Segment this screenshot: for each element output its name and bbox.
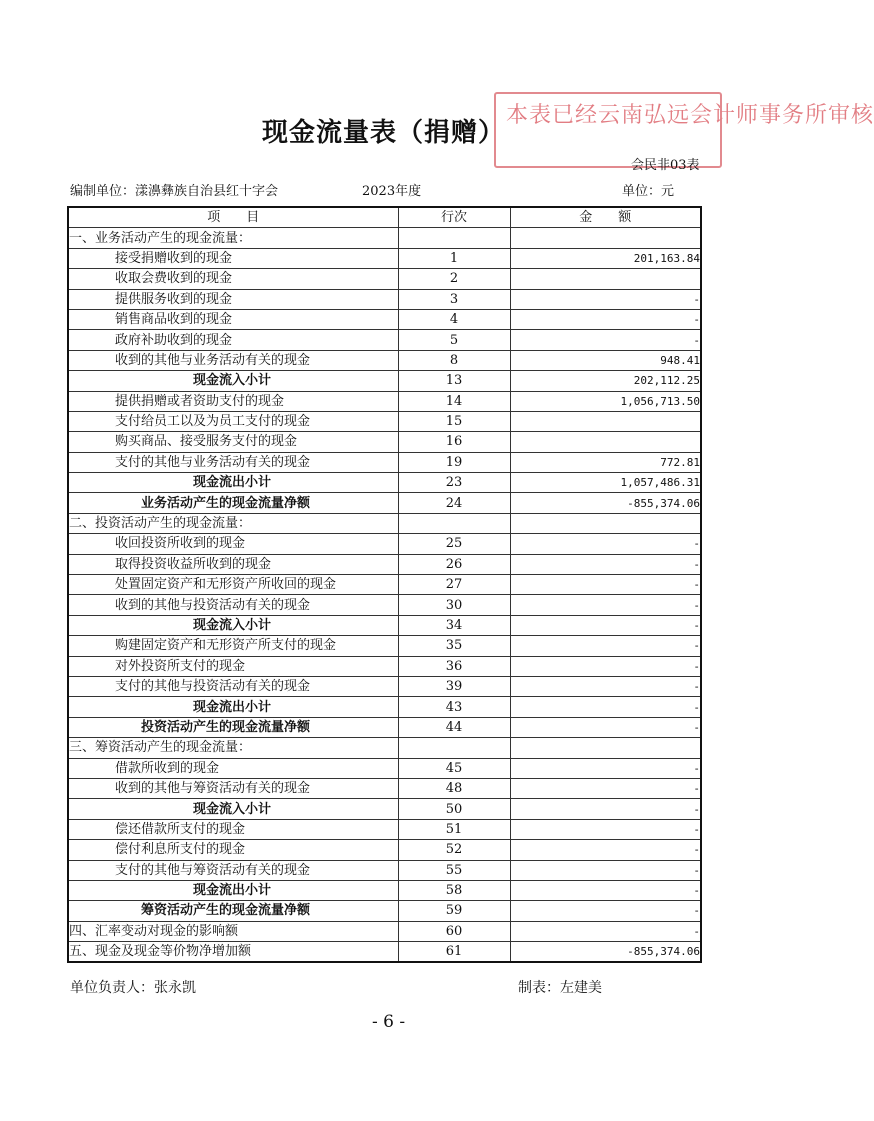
row-amount: - (510, 595, 701, 615)
table-row (68, 554, 701, 574)
fiscal-year: 2023年度 (362, 184, 422, 199)
row-item: 销售商品收到的现金 (68, 309, 398, 329)
row-amount: -855,374.06 (510, 493, 701, 513)
table-row (68, 656, 701, 676)
row-line-number: 45 (398, 758, 510, 778)
table-row (68, 799, 701, 819)
row-amount: - (510, 656, 701, 676)
row-item: 三、筹资活动产生的现金流量： (68, 738, 398, 758)
row-line-number: 15 (398, 411, 510, 431)
table-row (68, 595, 701, 615)
row-item: 现金流入小计 (68, 615, 398, 635)
cash-flow-table (67, 206, 702, 963)
table-row (68, 473, 701, 493)
row-item: 收到的其他与投资活动有关的现金 (68, 595, 398, 615)
row-item: 五、现金及现金等价物净增加额 (68, 942, 398, 963)
row-line-number: 8 (398, 350, 510, 370)
row-line-number: 13 (398, 371, 510, 391)
row-item: 偿还借款所支付的现金 (68, 819, 398, 839)
responsible-person: 单位负责人：张永凯 (70, 980, 196, 996)
row-line-number: 16 (398, 432, 510, 452)
row-item: 筹资活动产生的现金流量净额 (68, 901, 398, 921)
row-line-number: 58 (398, 880, 510, 900)
row-item: 现金流入小计 (68, 799, 398, 819)
row-amount: - (510, 860, 701, 880)
table-row (68, 942, 701, 963)
row-amount (510, 513, 701, 533)
row-item: 收取会费收到的现金 (68, 269, 398, 289)
table-row (68, 330, 701, 350)
row-line-number: 27 (398, 575, 510, 595)
table-row (68, 452, 701, 472)
row-amount: - (510, 778, 701, 798)
table-header-row (68, 207, 701, 228)
row-item: 取得投资收益所收到的现金 (68, 554, 398, 574)
table-row (68, 371, 701, 391)
row-line-number: 44 (398, 717, 510, 737)
table-row (68, 880, 701, 900)
row-amount: - (510, 799, 701, 819)
row-amount: 202,112.25 (510, 371, 701, 391)
row-line-number: 50 (398, 799, 510, 819)
table-row (68, 840, 701, 860)
table-row (68, 228, 701, 248)
row-line-number: 35 (398, 636, 510, 656)
row-amount (510, 432, 701, 452)
row-line-number: 14 (398, 391, 510, 411)
organization-label: 编制单位：漾濞彝族自治县红十字会 (70, 184, 279, 199)
row-line-number: 48 (398, 778, 510, 798)
row-line-number: 55 (398, 860, 510, 880)
page-number: - 6 - (372, 1012, 406, 1032)
form-number: 会民非03表 (631, 158, 700, 173)
row-item: 投资活动产生的现金流量净额 (68, 717, 398, 737)
currency-unit: 单位：元 (622, 184, 675, 199)
row-line-number: 43 (398, 697, 510, 717)
row-line-number (398, 513, 510, 533)
row-line-number: 60 (398, 921, 510, 941)
row-item: 接受捐赠收到的现金 (68, 248, 398, 268)
row-line-number: 24 (398, 493, 510, 513)
row-item: 收到的其他与业务活动有关的现金 (68, 350, 398, 370)
row-amount: - (510, 575, 701, 595)
row-amount: - (510, 697, 701, 717)
row-line-number: 39 (398, 676, 510, 696)
row-item: 一、业务活动产生的现金流量： (68, 228, 398, 248)
row-item: 业务活动产生的现金流量净额 (68, 493, 398, 513)
row-item: 支付的其他与筹资活动有关的现金 (68, 860, 398, 880)
column-header-item: 项 目 (68, 207, 398, 228)
row-amount: 948.41 (510, 350, 701, 370)
row-amount: - (510, 921, 701, 941)
row-item: 现金流出小计 (68, 697, 398, 717)
table-row (68, 819, 701, 839)
page-title: 现金流量表（捐赠） (262, 118, 506, 148)
row-line-number (398, 228, 510, 248)
table-row (68, 269, 701, 289)
table-row (68, 432, 701, 452)
row-line-number (398, 738, 510, 758)
row-item: 支付的其他与业务活动有关的现金 (68, 452, 398, 472)
row-amount: - (510, 615, 701, 635)
row-amount: - (510, 840, 701, 860)
table-row (68, 778, 701, 798)
row-line-number: 52 (398, 840, 510, 860)
row-item: 借款所收到的现金 (68, 758, 398, 778)
table-row (68, 309, 701, 329)
row-item: 政府补助收到的现金 (68, 330, 398, 350)
table-row (68, 575, 701, 595)
row-amount (510, 228, 701, 248)
row-item: 支付的其他与投资活动有关的现金 (68, 676, 398, 696)
row-amount: - (510, 717, 701, 737)
table-row (68, 493, 701, 513)
row-amount: - (510, 309, 701, 329)
row-line-number: 19 (398, 452, 510, 472)
row-amount: - (510, 636, 701, 656)
row-line-number: 26 (398, 554, 510, 574)
row-amount: 201,163.84 (510, 248, 701, 268)
row-amount: - (510, 554, 701, 574)
row-amount: - (510, 289, 701, 309)
table-row (68, 860, 701, 880)
row-amount: 1,057,486.31 (510, 473, 701, 493)
row-amount: -855,374.06 (510, 942, 701, 963)
row-line-number: 36 (398, 656, 510, 676)
row-item: 处置固定资产和无形资产所收回的现金 (68, 575, 398, 595)
audit-stamp: 本表已经云南弘远会计师事务所审核 (494, 92, 722, 168)
table-row (68, 289, 701, 309)
table-row (68, 676, 701, 696)
column-header-line: 行次 (398, 207, 510, 228)
row-item: 提供服务收到的现金 (68, 289, 398, 309)
row-line-number: 3 (398, 289, 510, 309)
row-amount: 772.81 (510, 452, 701, 472)
row-line-number: 1 (398, 248, 510, 268)
table-row (68, 901, 701, 921)
row-amount: - (510, 880, 701, 900)
row-amount: - (510, 676, 701, 696)
table-row (68, 636, 701, 656)
table-row (68, 758, 701, 778)
row-item: 二、投资活动产生的现金流量： (68, 513, 398, 533)
row-item: 提供捐赠或者资助支付的现金 (68, 391, 398, 411)
row-item: 收回投资所收到的现金 (68, 534, 398, 554)
row-item: 收到的其他与筹资活动有关的现金 (68, 778, 398, 798)
row-line-number: 30 (398, 595, 510, 615)
table-row (68, 921, 701, 941)
row-amount (510, 738, 701, 758)
row-line-number: 25 (398, 534, 510, 554)
row-amount: 1,056,713.50 (510, 391, 701, 411)
row-amount (510, 411, 701, 431)
row-item: 四、汇率变动对现金的影响额 (68, 921, 398, 941)
row-line-number: 51 (398, 819, 510, 839)
row-line-number: 61 (398, 942, 510, 963)
column-header-amount: 金 额 (510, 207, 701, 228)
row-item: 偿付利息所支付的现金 (68, 840, 398, 860)
row-item: 现金流出小计 (68, 473, 398, 493)
row-amount: - (510, 534, 701, 554)
row-line-number: 23 (398, 473, 510, 493)
row-amount: - (510, 819, 701, 839)
row-item: 支付给员工以及为员工支付的现金 (68, 411, 398, 431)
row-line-number: 5 (398, 330, 510, 350)
row-line-number: 59 (398, 901, 510, 921)
row-line-number: 34 (398, 615, 510, 635)
table-row (68, 738, 701, 758)
row-line-number: 2 (398, 269, 510, 289)
row-amount: - (510, 758, 701, 778)
table-row (68, 513, 701, 533)
row-amount (510, 269, 701, 289)
row-item: 购买商品、接受服务支付的现金 (68, 432, 398, 452)
preparer: 制表：左建美 (518, 980, 602, 996)
row-item: 对外投资所支付的现金 (68, 656, 398, 676)
row-item: 现金流入小计 (68, 371, 398, 391)
table-row (68, 534, 701, 554)
table-row (68, 717, 701, 737)
row-line-number: 4 (398, 309, 510, 329)
table-row (68, 248, 701, 268)
row-item: 购建固定资产和无形资产所支付的现金 (68, 636, 398, 656)
row-amount: - (510, 901, 701, 921)
row-item: 现金流出小计 (68, 880, 398, 900)
table-row (68, 391, 701, 411)
table-row (68, 615, 701, 635)
table-row (68, 411, 701, 431)
table-row (68, 350, 701, 370)
table-row (68, 697, 701, 717)
row-amount: - (510, 330, 701, 350)
